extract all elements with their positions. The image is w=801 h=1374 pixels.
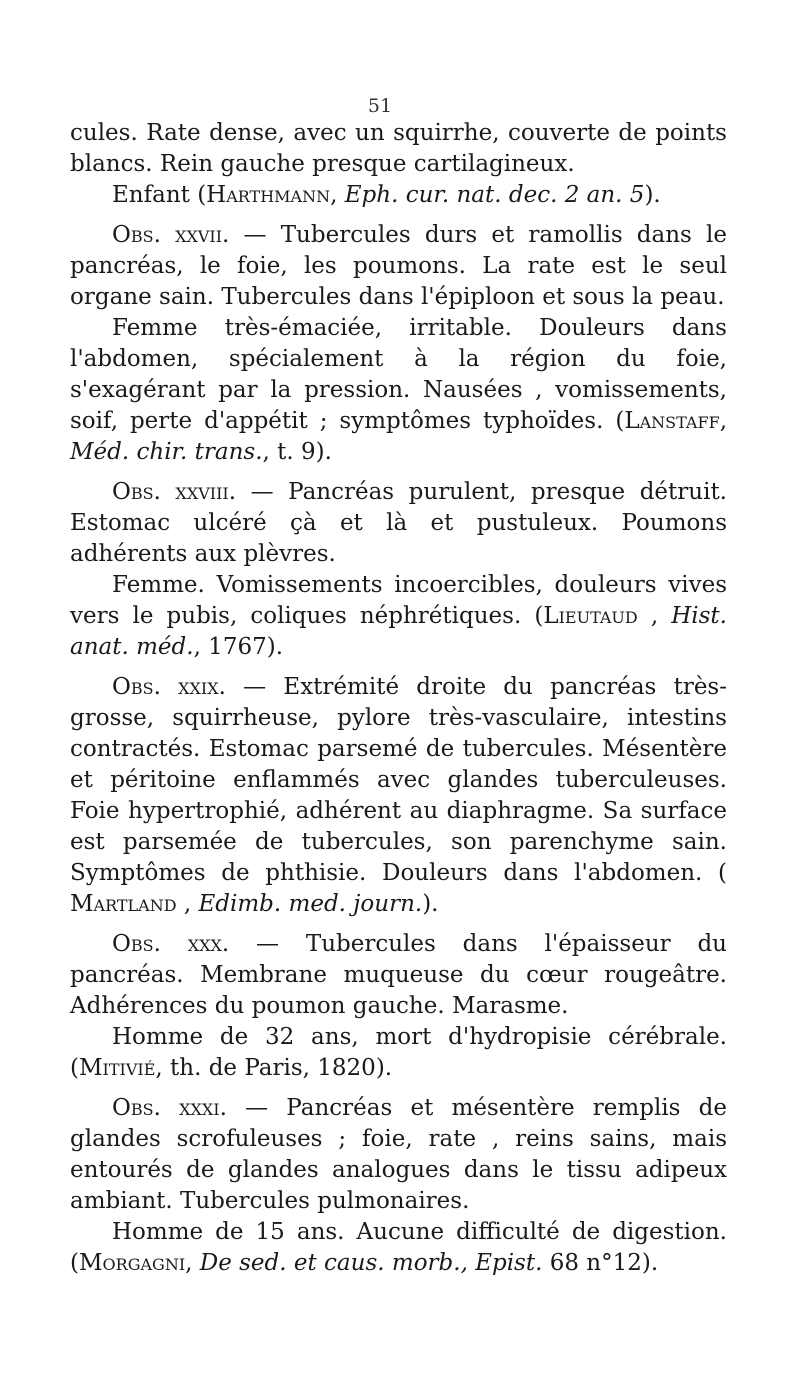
observation-label: Obs. xxx.: [112, 931, 230, 957]
reference-tail: , 1767).: [193, 634, 284, 660]
observation-text: — Pancréas purulent, presque détruit. Estomac ulcéré çà et là et pustuleux. Poumons adhérents aux plèvres.: [70, 479, 727, 567]
case-text: Homme de 15 ans. Aucune difficulté de digestion. (: [70, 1219, 727, 1276]
continued-paragraph: [70, 118, 727, 180]
separator: ,: [637, 603, 672, 629]
author-name: Harthmann: [206, 182, 331, 208]
observation-label: Obs. xxix.: [112, 674, 226, 700]
separator: ,: [330, 182, 345, 208]
case-description: [70, 180, 727, 211]
observation-label: Obs. xxviii.: [112, 479, 237, 505]
author-name: Martland: [70, 891, 177, 917]
page-number: 51: [367, 95, 393, 117]
observation-text: — Pancréas et mésentère remplis de glandes scrofuleuses ; foie, rate , reins sains, mais entourés de glandes analogues dans le tissu adipeux ambiant. Tubercules pulmonaires.: [70, 1095, 727, 1214]
body-text: [70, 118, 727, 1279]
case-description: [70, 1217, 727, 1279]
separator: ,: [185, 1250, 200, 1276]
reference: Hist. anat. méd.: [70, 603, 727, 660]
author-name: Lanstaff: [624, 408, 720, 434]
case-text: Enfant (: [112, 182, 207, 208]
observation-31: [70, 1093, 727, 1217]
author-name: Lieutaud: [543, 603, 638, 629]
separator: ,: [176, 891, 199, 917]
observation-label: Obs. xxvii.: [112, 222, 230, 248]
case-text: Femme. Vomissements incoercibles, douleurs vives vers le pubis, coliques néphrétiques. (: [70, 572, 727, 629]
author-name: Morgagni: [78, 1250, 186, 1276]
observation-29: [70, 672, 727, 920]
observation-text: — Tubercules durs et ramollis dans le pancréas, le foie, les poumons. La rate est le seul organe sain. Tubercules dans l'épiploon et sous la peau.: [70, 222, 727, 310]
author-name: Mitivié: [78, 1055, 156, 1081]
paragraph-text: cules. Rate dense, avec un squirrhe, couverte de points blancs. Rein gauche presque cartilagineux.: [70, 120, 727, 177]
observation-27: [70, 220, 727, 313]
reference: Méd. chir. trans.: [70, 439, 263, 465]
case-text: Homme de 32 ans, mort d'hydropisie cérébrale. (: [70, 1024, 727, 1081]
reference-tail: ).: [644, 182, 661, 208]
case-description: [70, 1022, 727, 1084]
reference: th. de Paris, 1820: [170, 1055, 376, 1081]
separator: ,: [155, 1055, 171, 1081]
observation-text: — Extrémité droite du pancréas très-grosse, squirrheuse, pylore très-vasculaire, intestins contractés. Estomac parsemé de tubercules. Mésentère et péritoine enflammés avec glandes tuberculeuses. Foie hypertrophié, adhérent au diaphragme. Sa surface est parsemée de tubercules, son parenchyme sain. Symptômes de phthisie. Douleurs dans l'abdomen. (: [70, 674, 728, 886]
observation-28: [70, 477, 727, 570]
reference-tail: 68 n°12).: [542, 1250, 659, 1276]
observation-30: [70, 929, 727, 1022]
case-description: [70, 313, 727, 468]
reference-tail: ).: [422, 891, 439, 917]
reference: Edimb. med. journ.: [198, 891, 423, 917]
reference-tail: ).: [375, 1055, 393, 1081]
case-description: [70, 570, 727, 663]
reference: De sed. et caus. morb., Epist.: [199, 1250, 543, 1276]
reference-tail: , t. 9).: [262, 439, 332, 465]
reference: Eph. cur. nat. dec. 2 an. 5: [344, 182, 645, 208]
separator: ,: [719, 408, 727, 434]
observation-label: Obs. xxxi.: [112, 1095, 227, 1121]
observation-text: — Tubercules dans l'épaisseur du pancréas. Membrane muqueuse du cœur rougeâtre. Adhérences du poumon gauche. Marasme.: [70, 931, 727, 1019]
case-text: Femme très-émaciée, irritable. Douleurs dans l'abdomen, spécialement à la région du foie, s'exagérant par la pression. Nausées , vomissements, soif, perte d'appétit ; symptômes typhoïdes. (: [70, 315, 727, 434]
